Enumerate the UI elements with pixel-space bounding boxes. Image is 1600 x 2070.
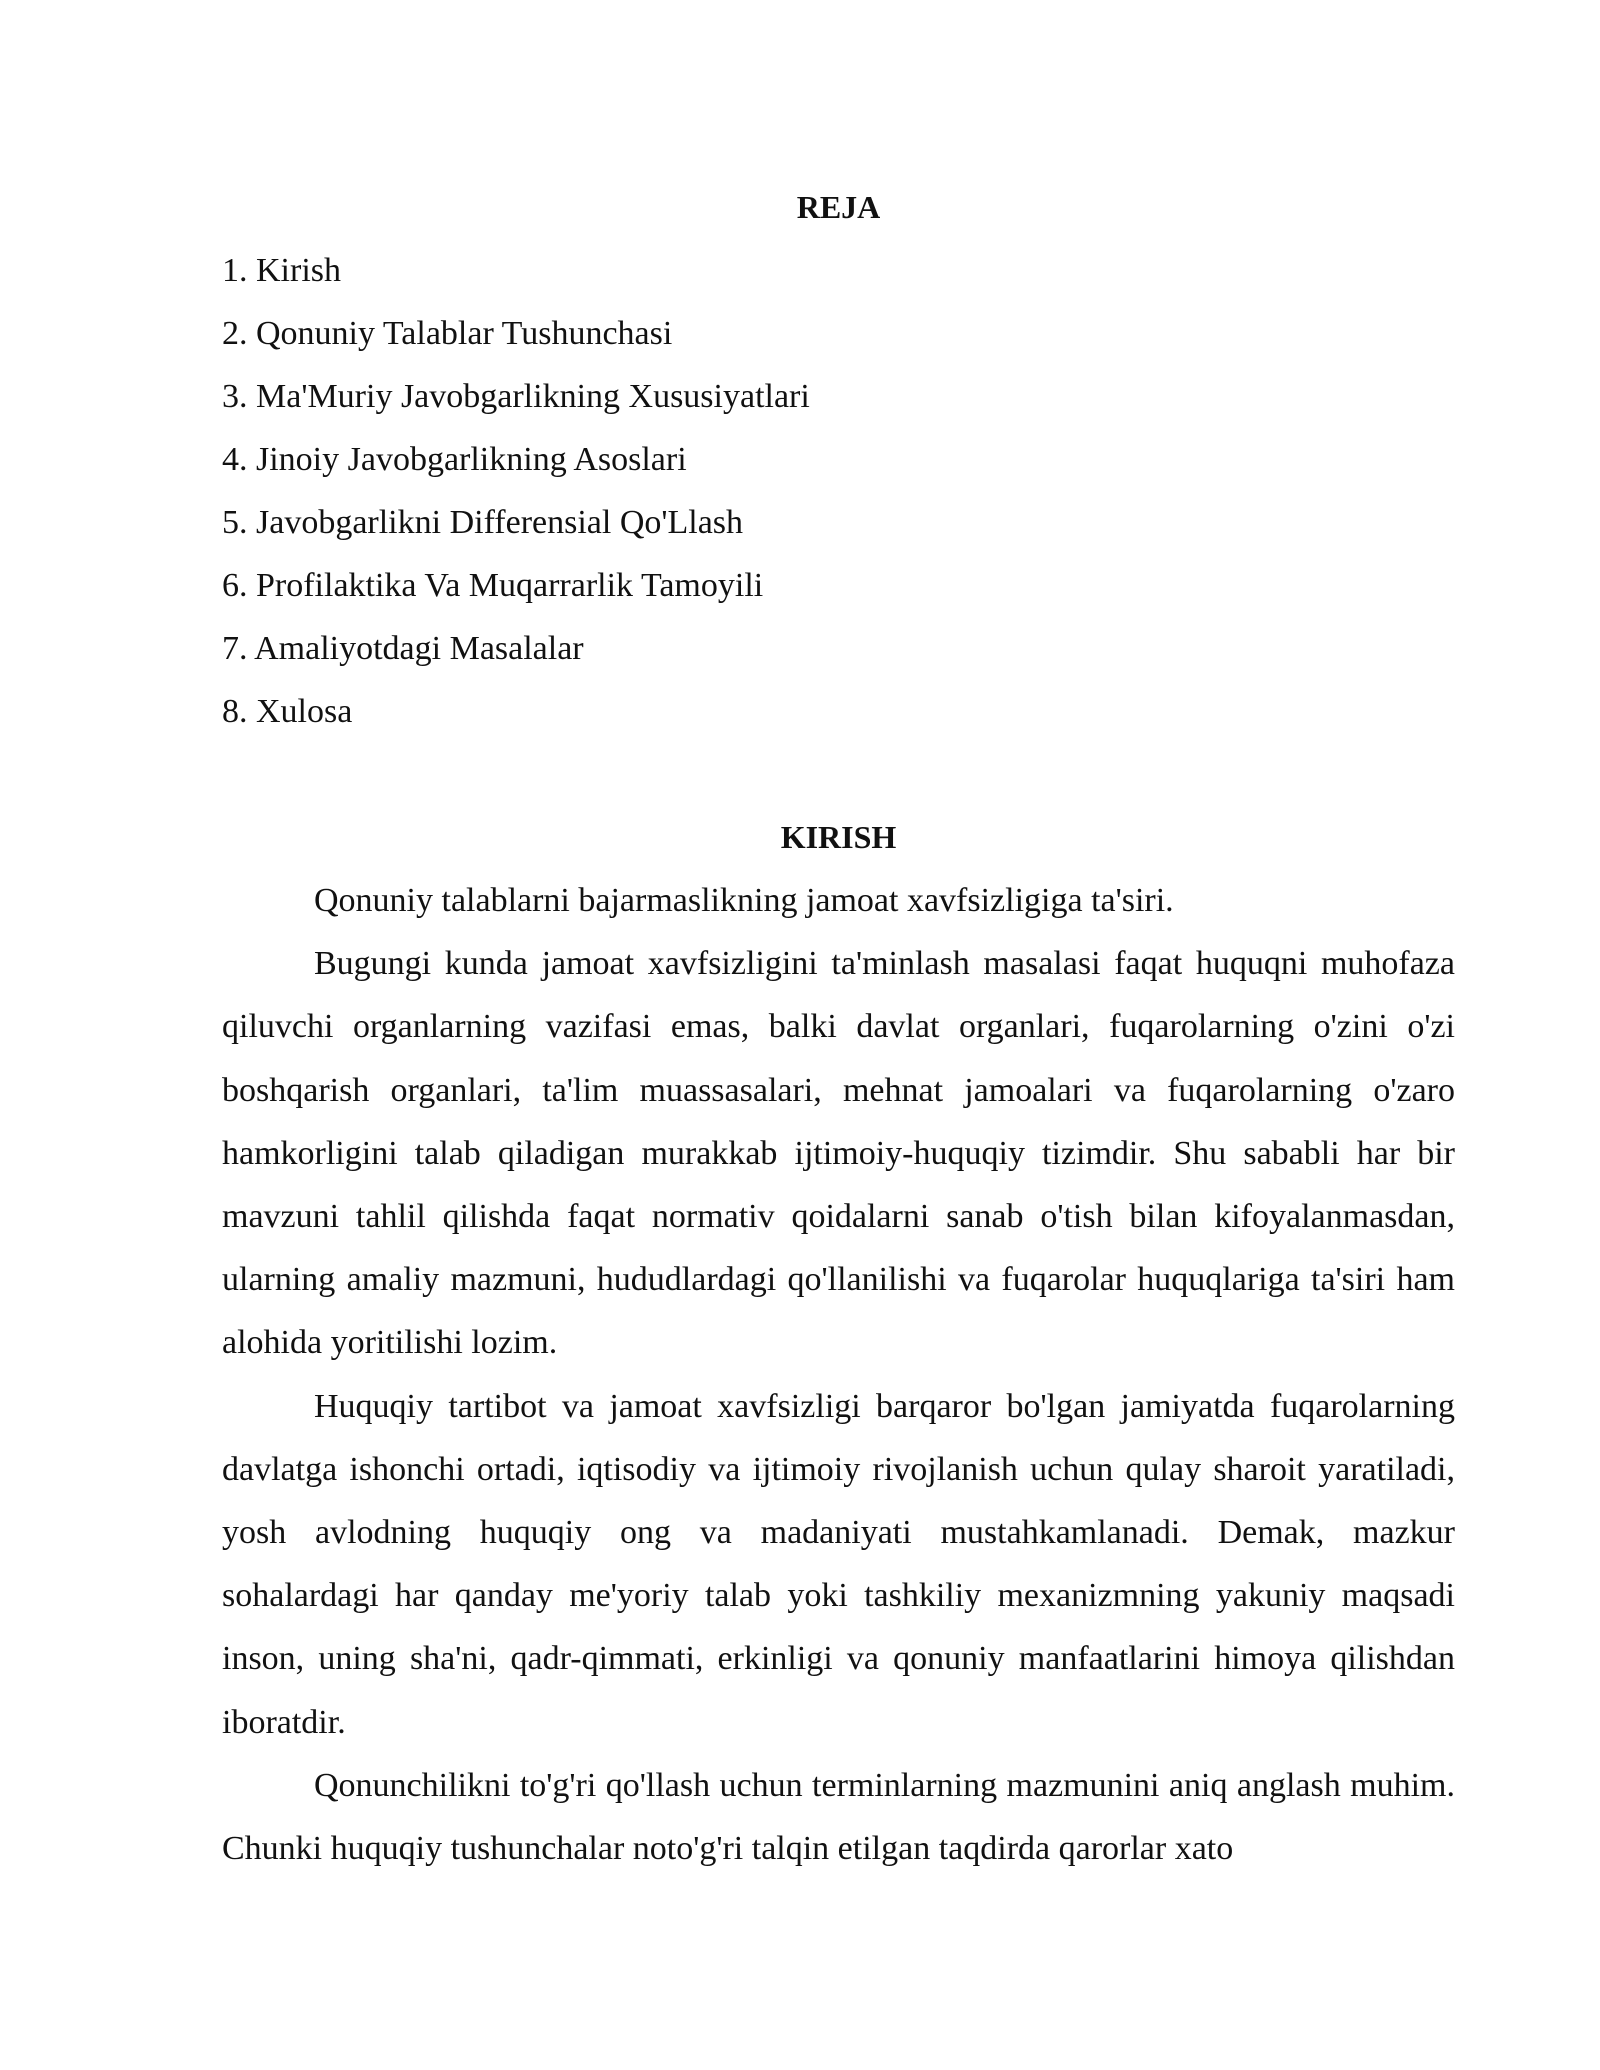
intro-title: KIRISH bbox=[780, 819, 897, 855]
intro-body bbox=[222, 869, 1455, 1880]
plan-item: 6. Profilaktika Va Muqarrarlik Tamoyili bbox=[222, 567, 764, 604]
plan-item: 1. Kirish bbox=[222, 252, 341, 289]
plan-list bbox=[222, 239, 1455, 743]
intro-paragraph: Huquqiy tartibot va jamoat xavfsizligi barqaror bo'lgan jamiyatda fuqarolarning davlatga ishonchi ortadi, iqtisodiy va ijtimoiy rivojlanish uchun qulay sharoit yaratiladi, yosh avlodning huquqiy ong va madaniyati mustahkamlanadi. Demak, mazkur sohalardagi har qanday me'yoriy talab yoki tashkiliy mexanizmning yakuniy maqsadi inson, uning sha'ni, qadr-qimmati, erkinligi va qonuniy manfaatlarini himoya qilishdan iboratdir. bbox=[222, 1387, 1455, 1741]
intro-paragraph: Qonunchilikni to'g'ri qo'llash uchun terminlarning mazmunini aniq anglash muhim. Chunki huquqiy tushunchalar noto'g'ri talqin etilgan taqdirda qarorlar xato bbox=[222, 1766, 1455, 1868]
plan-item: 8. Xulosa bbox=[222, 693, 353, 730]
plan-item: 4. Jinoiy Javobgarlikning Asoslari bbox=[222, 441, 687, 478]
intro-paragraph: Bugungi kunda jamoat xavfsizligini ta'minlash masalasi faqat huquqni muhofaza qiluvchi organlarning vazifasi emas, balki davlat organlari, fuqarolarning o'zini o'zi boshqarish organlari, ta'lim muassasalari, mehnat jamoalari va fuqarolarning o'zaro hamkorligini talab qiladigan murakkab ijtimoiy-huquqiy tizimdir. Shu sababli har bir mavzuni tahlil qilishda faqat normativ qoidalarni sanab o'tish bilan kifoyalanmasdan, ularning amaliy mazmuni, hududlardagi qo'llanilishi va fuqarolar huquqlariga ta'siri ham alohida yoritilishi lozim. bbox=[222, 945, 1455, 1362]
plan-item: 7. Amaliyotdagi Masalalar bbox=[222, 630, 584, 667]
document-page bbox=[222, 0, 1455, 1880]
plan-item: 2. Qonuniy Talablar Tushunchasi bbox=[222, 315, 673, 352]
intro-paragraph: Qonuniy talablarni bajarmaslikning jamoat xavfsizligiga ta'siri. bbox=[314, 882, 1174, 919]
plan-title: REJA bbox=[796, 189, 881, 225]
plan-item: 3. Ma'Muriy Javobgarlikning Xususiyatlari bbox=[222, 378, 810, 415]
plan-item: 5. Javobgarlikni Differensial Qo'Llash bbox=[222, 504, 744, 541]
